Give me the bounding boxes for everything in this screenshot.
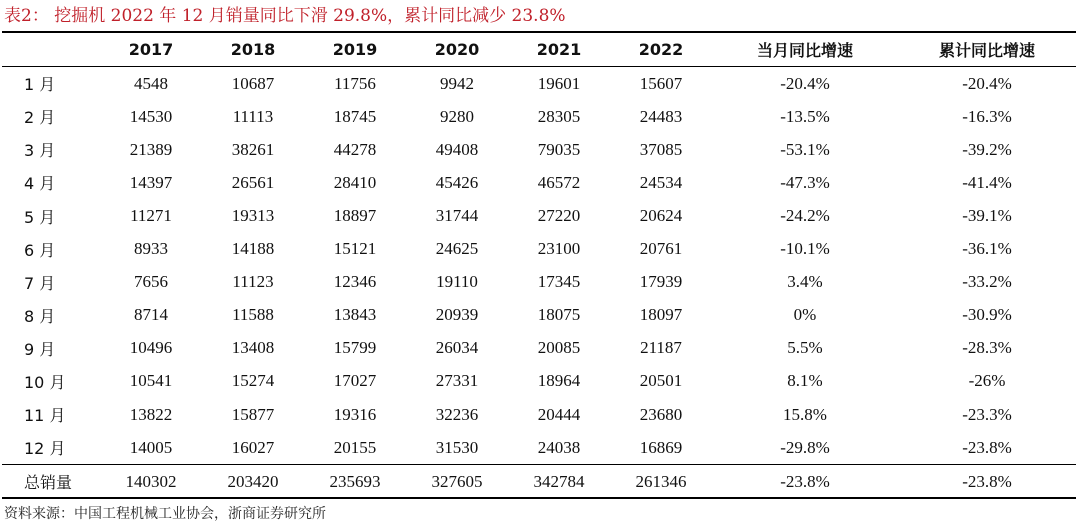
table-cell: 26561: [231, 172, 275, 192]
header-corner-cell: [2, 33, 100, 67]
table-cell: -28.3%: [962, 338, 1012, 358]
row-label: 3 月: [24, 141, 56, 161]
table-cell: 26034: [435, 338, 479, 358]
table-cell: 16869: [639, 437, 683, 457]
table-cell: 20444: [537, 404, 581, 424]
table-cell: 27220: [537, 206, 581, 226]
table-cell: -36.1%: [962, 239, 1012, 259]
table-cell: 18075: [537, 305, 581, 325]
total-cell: -23.8%: [712, 465, 898, 499]
table-cell: 8.1%: [787, 371, 823, 391]
table-cell: 27331: [435, 371, 479, 391]
table-cell: -16.3%: [962, 106, 1012, 126]
table-cell: 19316: [333, 404, 377, 424]
column-header: 2018: [202, 33, 304, 67]
total-cell: -23.8%: [898, 465, 1076, 499]
table-cell: 21187: [640, 338, 682, 358]
table-cell: 9280: [440, 106, 474, 126]
table-cell: 5.5%: [787, 338, 823, 358]
table-cell: -23.8%: [962, 437, 1012, 457]
table-cell: 17345: [537, 272, 581, 292]
header-row: [2, 33, 1076, 67]
table-cell: 15877: [231, 404, 275, 424]
table-cell: 8933: [134, 239, 168, 259]
table-row: [2, 332, 1076, 365]
row-label: 8 月: [24, 306, 56, 326]
table-cell: 7656: [134, 272, 168, 292]
total-cell: 203420: [202, 465, 304, 499]
table-cell: 23680: [639, 404, 683, 424]
table-cell: 15274: [231, 371, 275, 391]
table-cell: 11756: [334, 73, 376, 93]
table-cell: 10541: [129, 371, 173, 391]
row-label: 7 月: [24, 273, 56, 293]
table-cell: 15607: [639, 73, 683, 93]
table-cell: -53.1%: [780, 139, 830, 159]
row-label: 1 月: [24, 75, 56, 95]
table-cell: 20085: [537, 338, 581, 358]
table-cell: -24.2%: [780, 206, 830, 226]
table-row: [2, 233, 1076, 266]
table-row: [2, 398, 1076, 431]
sales-table: [2, 33, 1076, 498]
table-cell: 18964: [537, 371, 581, 391]
table-cell: 13408: [231, 338, 275, 358]
column-header: 2021: [508, 33, 610, 67]
table-cell: 11123: [232, 272, 274, 292]
column-header: 2020: [406, 33, 508, 67]
table-row: [2, 67, 1076, 101]
table-row: [2, 133, 1076, 166]
table-row: [2, 299, 1076, 332]
table-cell: 17027: [333, 371, 377, 391]
table-cell: 44278: [333, 139, 377, 159]
table-cell: 13822: [129, 404, 173, 424]
table-cell: 38261: [231, 139, 275, 159]
row-label: 12 月: [24, 439, 66, 459]
table-cell: 19601: [537, 73, 581, 93]
table-cell: 21389: [129, 139, 173, 159]
table-cell: 24038: [537, 437, 581, 457]
table-cell: 28305: [537, 106, 581, 126]
total-cell: 140302: [100, 465, 202, 499]
table-cell: -10.1%: [780, 239, 830, 259]
table-cell: -33.2%: [962, 272, 1012, 292]
table-cell: 45426: [435, 172, 479, 192]
table-cell: 20761: [639, 239, 683, 259]
row-label: 2 月: [24, 108, 56, 128]
column-header: 2019: [304, 33, 406, 67]
table-cell: 19313: [231, 206, 275, 226]
table-cell: 19110: [436, 272, 478, 292]
table-cell: 20501: [639, 371, 683, 391]
table-cell: 28410: [333, 172, 377, 192]
table-row: [2, 166, 1076, 199]
table-cell: 9942: [440, 73, 474, 93]
table-cell: -30.9%: [962, 305, 1012, 325]
table-cell: 10687: [231, 73, 275, 93]
table-cell: 16027: [231, 437, 275, 457]
table-cell: -20.4%: [962, 73, 1012, 93]
table-row: [2, 365, 1076, 398]
table-cell: -39.1%: [962, 206, 1012, 226]
table-cell: 31744: [435, 206, 479, 226]
row-label: 6 月: [24, 240, 56, 260]
table-cell: 23100: [537, 239, 581, 259]
table-cell: -41.4%: [962, 172, 1012, 192]
total-cell: 261346: [610, 465, 712, 499]
column-header: 当月同比增速: [712, 33, 898, 67]
table-cell: 4548: [134, 73, 168, 93]
table-cell: 20155: [333, 437, 377, 457]
table-cell: 15.8%: [783, 404, 827, 424]
table-row: [2, 100, 1076, 133]
table-cell: 31530: [435, 437, 479, 457]
table-cell: 32236: [435, 404, 479, 424]
table-body: [2, 67, 1076, 499]
table-cell: 20624: [639, 206, 683, 226]
table-cell: 3.4%: [787, 272, 823, 292]
table-row: [2, 266, 1076, 299]
table-cell: 11271: [130, 206, 172, 226]
row-label: 9 月: [24, 339, 56, 359]
table-cell: 12346: [333, 272, 377, 292]
table-row: [2, 431, 1076, 465]
table-cell: 14530: [129, 106, 173, 126]
total-row: [2, 465, 1076, 499]
table-cell: 11588: [232, 305, 274, 325]
table-cell: 15799: [333, 338, 377, 358]
table-cell: -13.5%: [780, 106, 830, 126]
total-cell: 327605: [406, 465, 508, 499]
row-label: 11 月: [24, 406, 66, 426]
table-bottom-rule: [2, 497, 1076, 499]
table-cell: 14005: [129, 437, 173, 457]
total-label: 总销量: [2, 465, 100, 499]
row-label: 4 月: [24, 174, 56, 194]
total-cell: 235693: [304, 465, 406, 499]
table-cell: 14188: [231, 239, 275, 259]
table-title: 表2： 挖掘机 2022 年 12 月销量同比下滑 29.8%，累计同比减少 23.8%: [4, 6, 566, 26]
table-cell: -26%: [968, 371, 1006, 391]
row-label: 5 月: [24, 207, 56, 227]
table-cell: 10496: [129, 338, 173, 358]
row-label: 10 月: [24, 372, 66, 392]
table-cell: -47.3%: [780, 172, 830, 192]
table-cell: 14397: [129, 172, 173, 192]
table-cell: 49408: [435, 139, 479, 159]
column-header: 2017: [100, 33, 202, 67]
table-cell: 37085: [639, 139, 683, 159]
column-header: 累计同比增速: [898, 33, 1076, 67]
table-cell: 13843: [333, 305, 377, 325]
source-note: 资料来源：中国工程机械工业协会，浙商证券研究所: [4, 506, 326, 522]
table-cell: 18897: [333, 206, 377, 226]
table-cell: 46572: [537, 172, 581, 192]
table-cell: -29.8%: [780, 437, 830, 457]
table-cell: 8714: [134, 305, 168, 325]
table-cell: 18745: [333, 106, 377, 126]
total-cell: 342784: [508, 465, 610, 499]
column-header: 2022: [610, 33, 712, 67]
table-cell: 0%: [793, 305, 817, 325]
table-cell: 24534: [639, 172, 683, 192]
table-cell: 15121: [333, 239, 377, 259]
table-cell: 17939: [639, 272, 683, 292]
table-cell: 79035: [537, 139, 581, 159]
table-cell: 20939: [435, 305, 479, 325]
table-cell: -23.3%: [962, 404, 1012, 424]
table-cell: -39.2%: [962, 139, 1012, 159]
table-row: [2, 199, 1076, 232]
table-cell: -20.4%: [780, 73, 830, 93]
table-cell: 11113: [232, 106, 274, 126]
table-cell: 18097: [639, 305, 683, 325]
table-cell: 24625: [435, 239, 479, 259]
table-cell: 24483: [639, 106, 683, 126]
